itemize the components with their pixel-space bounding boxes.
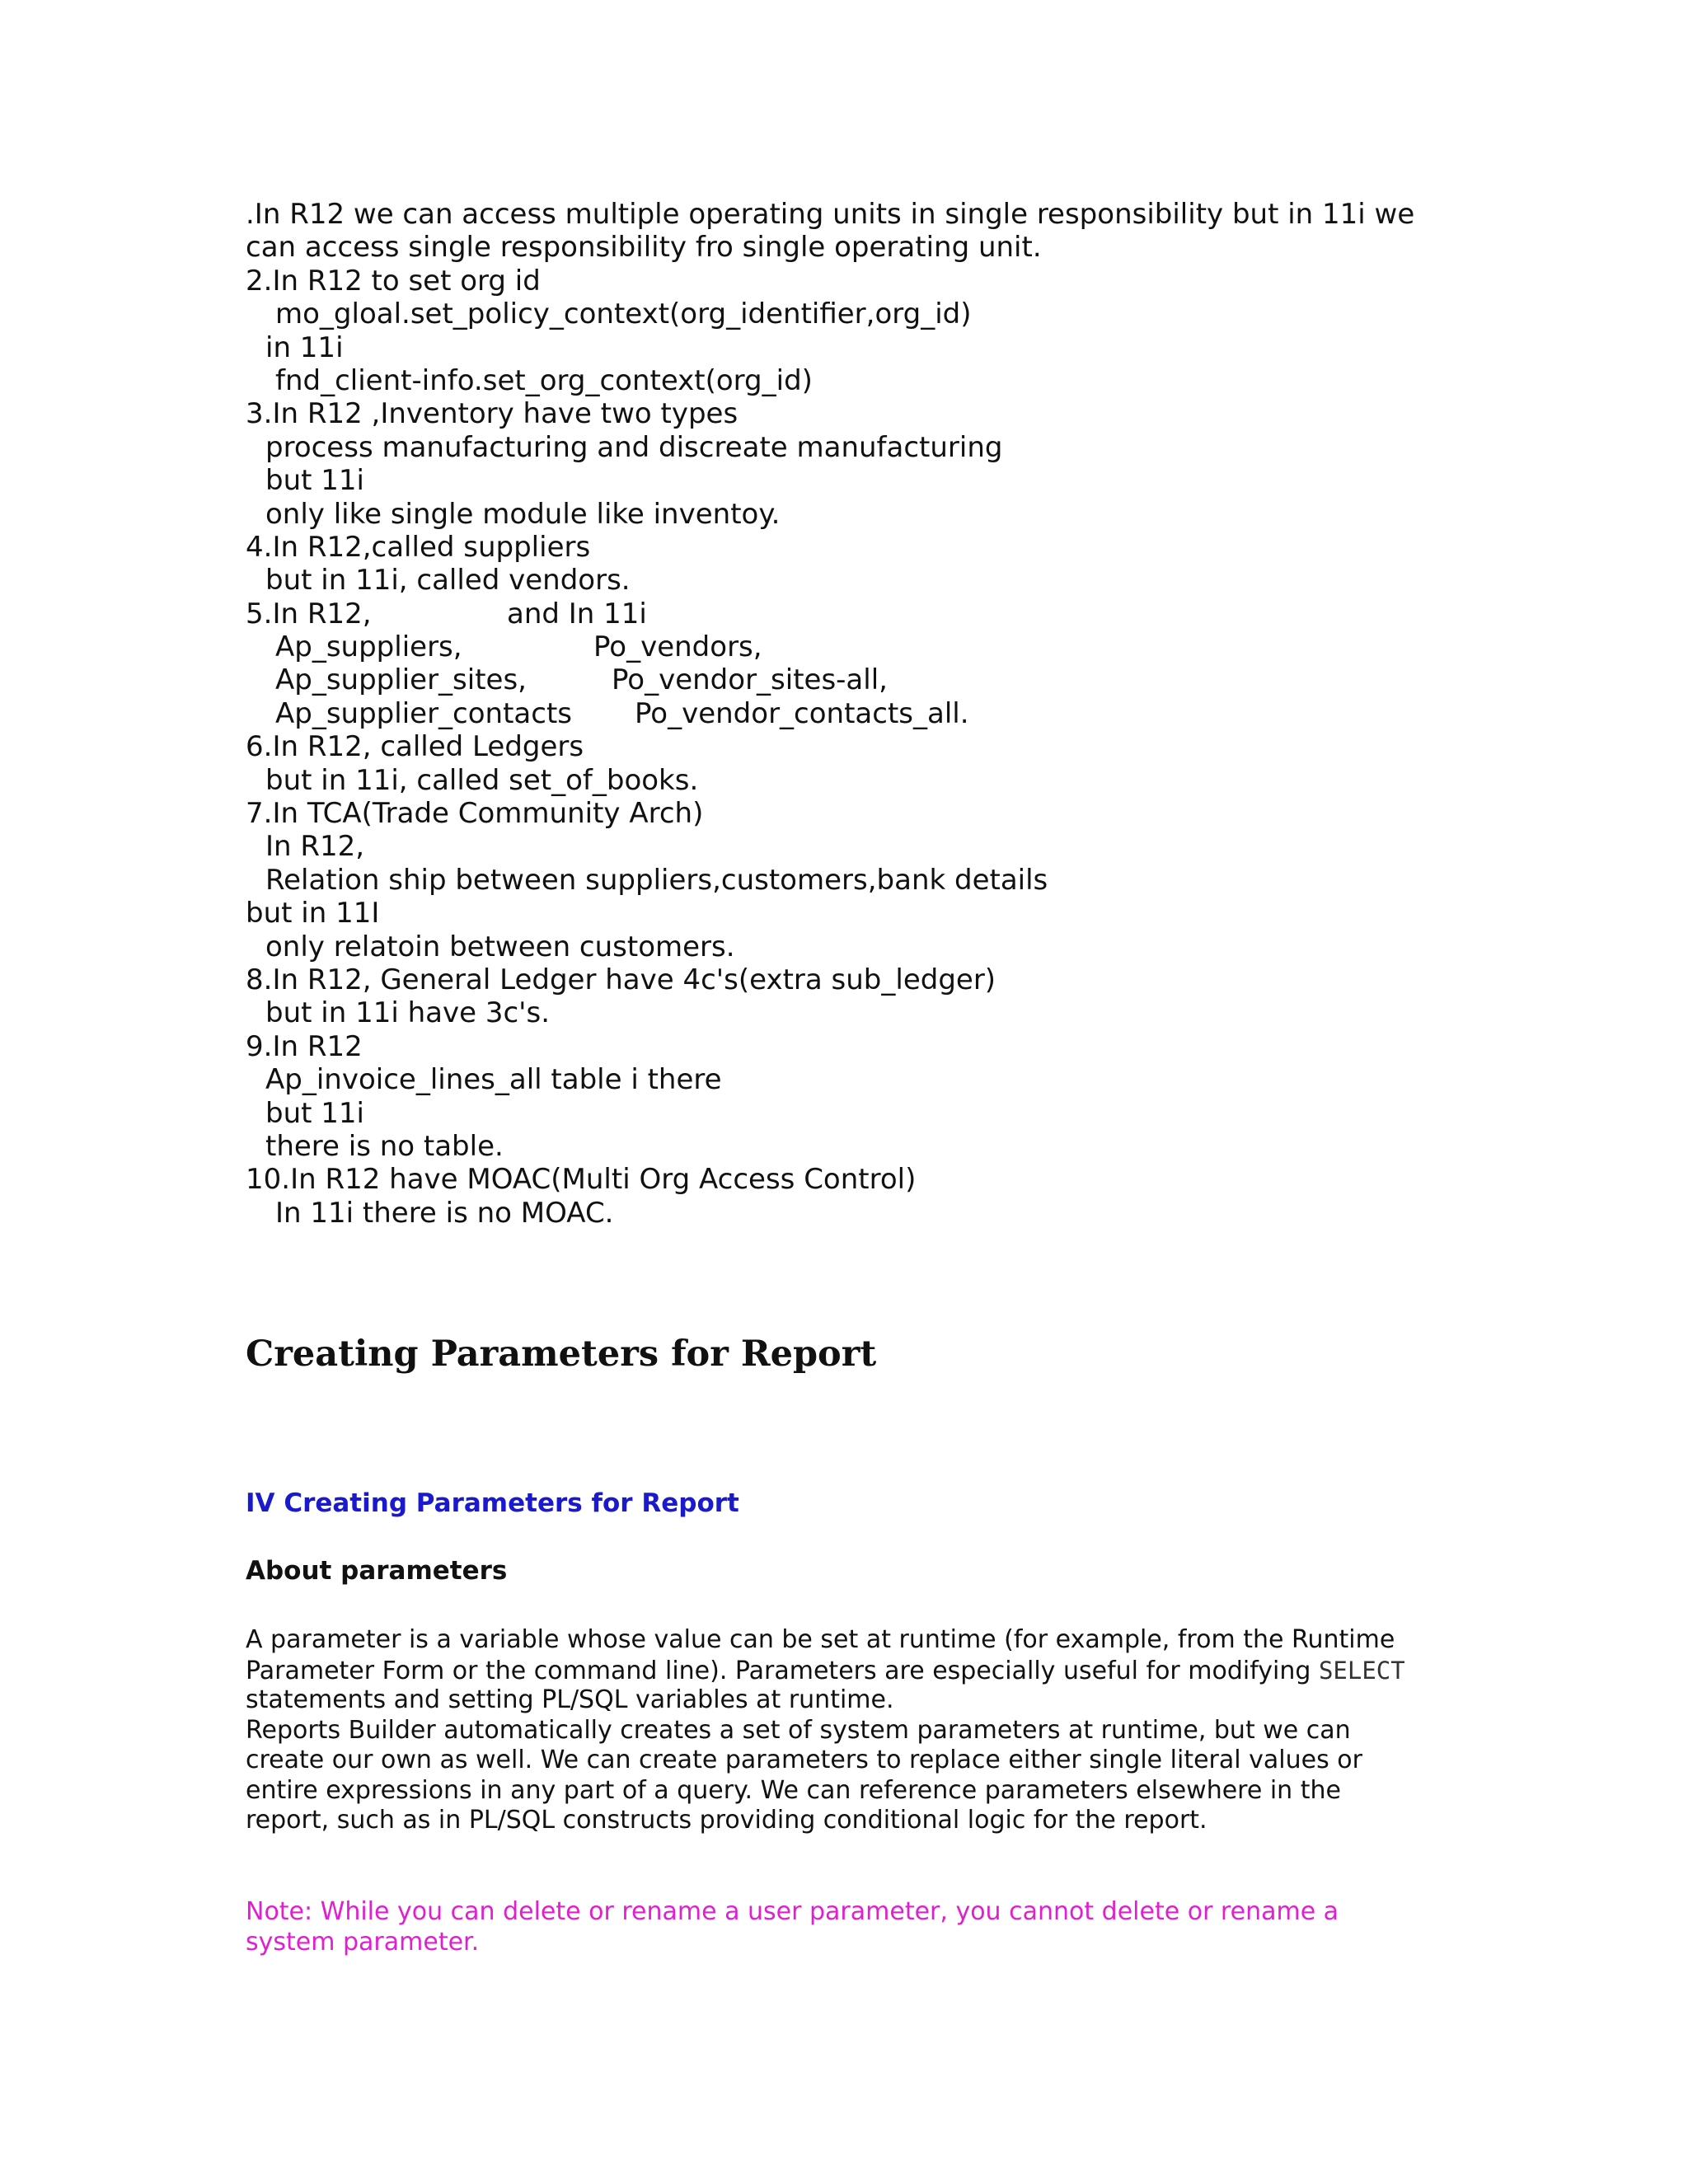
- comparison-line: [246, 231, 1531, 264]
- comparison-text: but in 11i, called vendors.: [265, 564, 631, 598]
- comparison-line: [246, 797, 1531, 830]
- comparison-line: [246, 198, 1531, 231]
- note-text: [246, 1897, 1457, 1957]
- select-keyword: SELECT: [1318, 1656, 1405, 1685]
- comparison-text: 4.In R12,called suppliers: [246, 530, 591, 564]
- comparison-line: [246, 598, 1531, 630]
- page-heading: Creating Parameters for Report: [246, 1333, 877, 1375]
- comparison-line: [246, 564, 1531, 597]
- comparison-text: process manufacturing and discreate manufacturing: [265, 430, 1003, 464]
- parameters-paragraph: [246, 1625, 1457, 1836]
- comparison-line: [246, 963, 1531, 996]
- comparison-text: but in 11i, called set_of_books.: [265, 763, 699, 797]
- comparison-text: 6.In R12, called Ledgers: [246, 730, 584, 764]
- paragraph-line: Reports Builder automatically creates a set of system parameters at runtime, but we can: [246, 1715, 1351, 1745]
- comparison-line: [246, 397, 1531, 430]
- comparison-line: [246, 630, 1531, 663]
- comparison-line: [246, 1097, 1531, 1130]
- comparison-line: [246, 498, 1531, 531]
- comparison-11i-text: and In 11i: [507, 597, 647, 630]
- comparison-line: [246, 864, 1531, 897]
- comparison-text: 5.In R12,: [246, 597, 372, 630]
- comparison-text: .In R12 we can access multiple operating units in single responsibility but in 11i we: [246, 198, 1415, 231]
- comparison-line: [246, 1163, 1531, 1196]
- comparison-line: [246, 331, 1531, 364]
- comparison-text: In R12,: [265, 830, 365, 864]
- paragraph-text: Parameter Form or the command line). Parameters are especially useful for modifying: [246, 1656, 1319, 1685]
- comparison-line: [246, 697, 1531, 730]
- comparison-line: [246, 265, 1531, 298]
- note-line: Note: While you can delete or rename a user parameter, you cannot delete or rename a: [246, 1897, 1339, 1926]
- comparison-line: [246, 663, 1531, 696]
- comparison-line: [246, 531, 1531, 564]
- comparison-text: but in 11I: [246, 897, 380, 930]
- comparison-line: [246, 1197, 1531, 1230]
- comparison-line: [246, 930, 1531, 963]
- comparison-text: In 11i there is no MOAC.: [275, 1196, 614, 1230]
- comparison-text: but 11i: [265, 464, 364, 498]
- note-line: system parameter.: [246, 1927, 480, 1957]
- comparison-text: Ap_suppliers,: [275, 630, 462, 664]
- comparison-text: Ap_supplier_sites,: [275, 663, 527, 697]
- comparison-line: [246, 1030, 1531, 1063]
- comparison-line: [246, 431, 1531, 464]
- comparison-text: Ap_invoice_lines_all table i there: [265, 1063, 722, 1097]
- paragraph-line: report, such as in PL/SQL constructs providing conditional logic for the report.: [246, 1806, 1207, 1835]
- comparison-text: but in 11i have 3c's.: [265, 996, 551, 1030]
- about-parameters-title: About parameters: [246, 1556, 508, 1586]
- comparison-line: [246, 996, 1531, 1029]
- comparison-text: but 11i: [265, 1096, 364, 1130]
- comparison-text: 2.In R12 to set org id: [246, 264, 541, 298]
- comparison-line: [246, 1063, 1531, 1096]
- section-heading: IV Creating Parameters for Report: [246, 1488, 739, 1518]
- comparison-text: in 11i: [265, 330, 344, 364]
- comparison-text: only like single module like inventoy.: [265, 497, 781, 531]
- paragraph-line: [246, 1656, 1457, 1686]
- comparison-text: 8.In R12, General Ledger have 4c's(extra sub_ledger): [246, 963, 996, 996]
- comparison-line: [246, 897, 1531, 930]
- comparison-text: 3.In R12 ,Inventory have two types: [246, 397, 738, 431]
- comparison-line: [246, 298, 1531, 330]
- comparison-text: 10.In R12 have MOAC(Multi Org Access Control): [246, 1163, 917, 1197]
- comparison-text: Ap_supplier_contacts: [275, 696, 573, 730]
- paragraph-line: A parameter is a variable whose value can be set at runtime (for example, from the Runtime: [246, 1625, 1395, 1654]
- comparison-11i-text: Po_vendors,: [593, 630, 762, 664]
- comparison-text: fnd_client-info.set_org_context(org_id): [275, 363, 813, 397]
- comparison-line: [246, 1130, 1531, 1163]
- comparison-text: can access single responsibility fro single operating unit.: [246, 231, 1042, 265]
- comparison-text: 7.In TCA(Trade Community Arch): [246, 797, 704, 831]
- comparison-line: [246, 364, 1531, 397]
- comparison-text: only relatoin between customers.: [265, 930, 735, 963]
- comparison-line: [246, 730, 1531, 763]
- comparison-line: [246, 464, 1531, 497]
- paragraph-line: entire expressions in any part of a query. We can reference parameters elsewhere in the: [246, 1775, 1341, 1805]
- paragraph-line: statements and setting PL/SQL variables at runtime.: [246, 1685, 894, 1714]
- comparison-text: 9.In R12: [246, 1029, 363, 1063]
- comparison-line: [246, 830, 1531, 863]
- r12-vs-11i-list: [246, 198, 1531, 1230]
- comparison-text: Relation ship between suppliers,customers,bank details: [265, 863, 1048, 897]
- comparison-text: there is no table.: [265, 1129, 504, 1163]
- comparison-11i-text: Po_vendor_contacts_all.: [635, 696, 969, 730]
- comparison-11i-text: Po_vendor_sites-all,: [612, 663, 888, 697]
- comparison-text: mo_gloal.set_policy_context(org_identifier,org_id): [275, 298, 972, 331]
- paragraph-line: create our own as well. We can create parameters to replace either single literal values or: [246, 1746, 1362, 1774]
- comparison-line: [246, 764, 1531, 797]
